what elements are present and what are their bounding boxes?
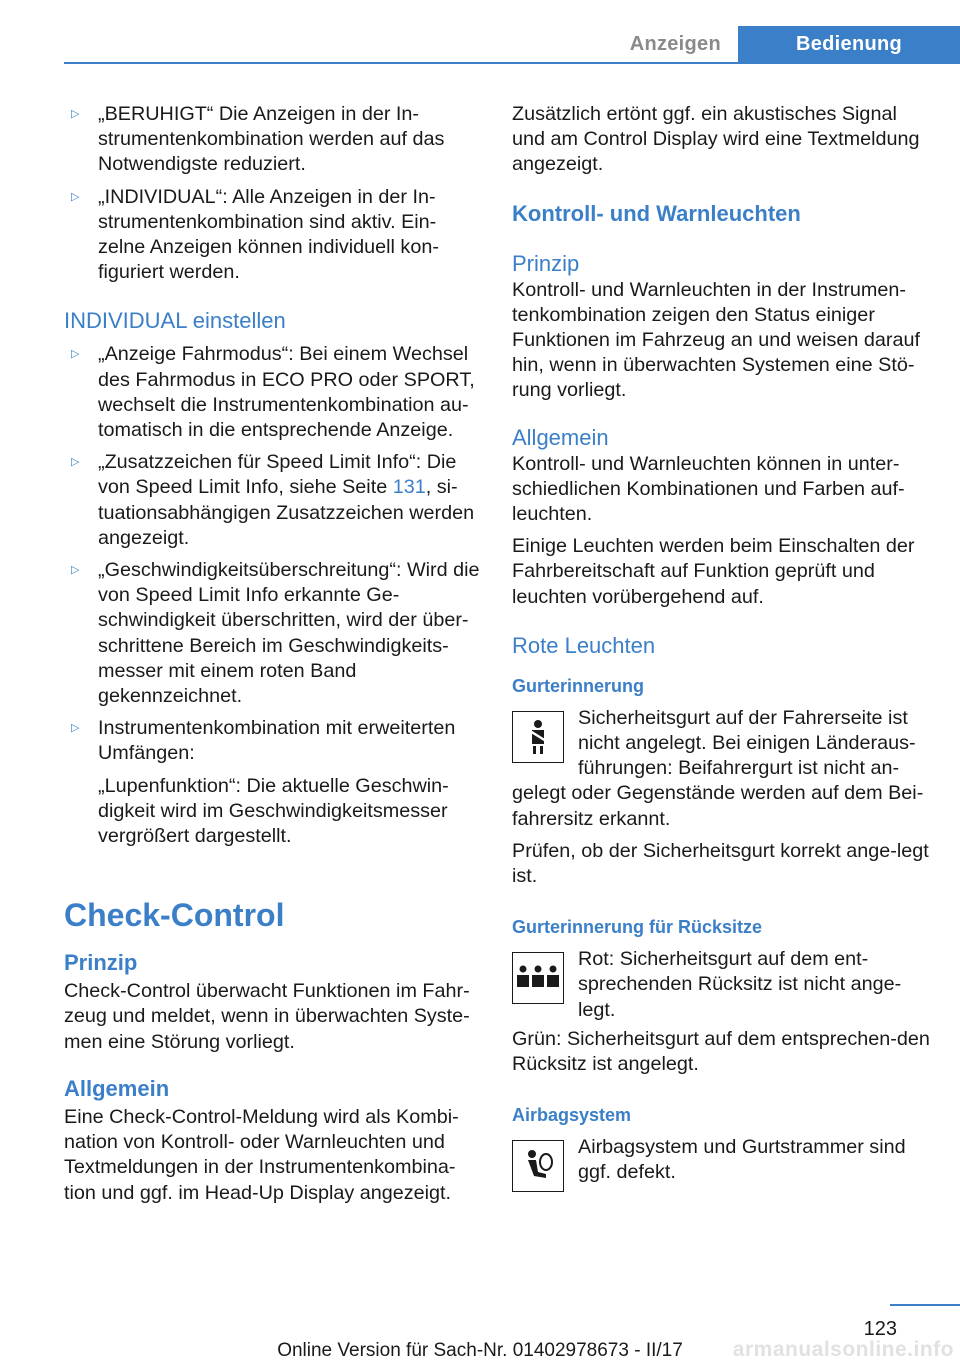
allgemein-text-2: Einige Leuchten werden beim Einschalten der Fahrbereitschaft auf Funktion geprüft und leuchten vorübergehend auf. — [512, 535, 915, 608]
list-item-text: Instrumentenkombination mit erweiterten Umfängen: — [98, 717, 456, 765]
gurterinnerung-heading: Gurterinnerung — [512, 675, 645, 696]
list-item — [64, 716, 480, 849]
watermark: armanualsonline.info — [732, 1338, 954, 1361]
gurterinnerung-block — [512, 706, 930, 782]
list-item — [64, 102, 480, 178]
prinzip-text: Kontroll- und Warnleuchten in der Instrumen-tenkombination zeigen den Status einiger Funktionen im Fahrzeug an und weisen darauf hin, wenn in überwachten Systemen eine Stö-rung vorliegt. — [512, 278, 920, 402]
list-item-text: „Geschwindigkeitsüberschreitung“: Wird die von Speed Limit Info erkannte Ge-schwindigkeit überschritten, wird der über-schrittene Bereich im Geschwindigkeits-messer mit einem roten Band gekennzeichnet. — [98, 559, 480, 708]
list-item-text — [98, 450, 480, 551]
airbag-warning-icon — [512, 1140, 564, 1192]
allgemein-heading: Allgemein — [64, 1075, 170, 1101]
allgemein-text: Eine Check-Control-Meldung wird als Kombi-nation von Kontroll- oder Warnleuchten und Textmeldungen in der Instrumentenkombina-tion und ggf. im Head-Up Display angezeigt. — [64, 1105, 459, 1204]
list-item-text: „BERUHIGT“ Die Anzeigen in der In-strumentenkombination werden auf das Notwendigste reduziert. — [98, 103, 445, 176]
airbag-block — [512, 1135, 930, 1191]
triangle-marker-icon: ▷ — [71, 722, 80, 735]
list-item — [64, 342, 480, 443]
ruecksitze-block — [512, 947, 930, 1023]
tab-anzeigen: Anzeigen — [629, 33, 721, 55]
triangle-marker-icon: ▷ — [71, 108, 80, 120]
list-item — [64, 450, 480, 551]
triangle-marker-icon: ▷ — [71, 564, 80, 577]
list-item-text: „INDIVIDUAL“: Alle Anzeigen in der In-strumentenkombination sind aktiv. Ein-zelne Anzeigen können individuell kon-figuriert werden. — [98, 185, 439, 284]
text-part: „Zusatzzeichen für Speed Limit Info“: Die von Speed Limit Info, siehe Seite — [98, 451, 457, 499]
left-column — [64, 102, 480, 1206]
gurterinnerung-text-cont: gelegt oder Gegenstände werden auf dem Bei-fahrersitz erkannt. — [512, 782, 924, 830]
airbag-text: Airbagsystem und Gurtstrammer sind ggf. defekt. — [578, 1136, 906, 1184]
triangle-marker-icon: ▷ — [71, 190, 80, 203]
right-column — [512, 102, 930, 1191]
allgemein-text-1: Kontroll- und Warnleuchten können in unter-schiedlichen Kombinationen und Farben auf-leuchten. — [512, 452, 905, 526]
intro-text: Zusätzlich ertönt ggf. ein akustisches Signal und am Control Display wird eine Textmeldung angezeigt. — [512, 103, 920, 176]
prinzip-text: Check-Control überwacht Funktionen im Fahr-zeug und meldet, wenn in überwachten Syste-men eine Störung vorliegt. — [64, 980, 470, 1053]
section-heading-individual: INDIVIDUAL einstellen — [64, 308, 286, 334]
list-item — [64, 185, 480, 286]
ruecksitze-text-2: Grün: Sicherheitsgurt auf dem entsprechen-den Rücksitz ist angelegt. — [512, 1027, 930, 1076]
gurterinnerung-text: Sicherheitsgurt auf der Fahrerseite ist nicht angelegt. Bei einigen Länderaus-führungen: Beifahrergurt ist nicht an- — [578, 706, 916, 780]
list-item — [64, 558, 480, 709]
check-control-title: Check-Control — [64, 897, 285, 934]
allgemein-heading: Allgemein — [512, 424, 609, 450]
ruecksitze-heading: Gurterinnerung für Rücksitze — [512, 917, 763, 938]
page-link[interactable]: 131 — [392, 476, 426, 499]
gurterinnerung-text-2: Prüfen, ob der Sicherheitsgurt korrekt ange-legt ist. — [512, 839, 929, 888]
prinzip-heading: Prinzip — [64, 950, 138, 976]
tab-bedienung: Bedienung — [738, 26, 960, 62]
airbag-heading: Airbagsystem — [512, 1105, 632, 1126]
list-item-subtext: „Lupenfunktion“: Die aktuelle Geschwin-digkeit wird im Geschwindigkeitsmesser vergrößert dargestellt. — [98, 774, 449, 848]
rote-leuchten-heading: Rote Leuchten — [512, 632, 656, 658]
footer-rule — [890, 1304, 960, 1306]
lights-heading: Kontroll- und Warnleuchten — [512, 200, 801, 226]
header-rule — [64, 62, 960, 64]
online-version-footer: Online Version für Sach-Nr. 01402978673 - II/17 — [277, 1340, 683, 1361]
prinzip-heading: Prinzip — [512, 250, 580, 276]
rear-seatbelt-icon — [512, 952, 564, 1004]
header-tabs — [613, 26, 960, 62]
triangle-marker-icon: ▷ — [71, 348, 80, 361]
list-item-text: „Anzeige Fahrmodus“: Bei einem Wechsel des Fahrmodus in ECO PRO oder SPORT, wechselt die Instrumentenkombination au-tomatisch in die entsprechende Anzeige. — [98, 343, 475, 442]
ruecksitze-text: Rot: Sicherheitsgurt auf dem ent-sprechenden Rücksitz ist nicht ange-legt. — [578, 948, 902, 1021]
seatbelt-warning-icon — [512, 711, 564, 763]
triangle-marker-icon: ▷ — [71, 456, 80, 469]
text-part: , si-tuationsabhängigen Zusatzzeichen werden angezeigt. — [98, 476, 475, 549]
page-number: 123 — [863, 1318, 897, 1340]
